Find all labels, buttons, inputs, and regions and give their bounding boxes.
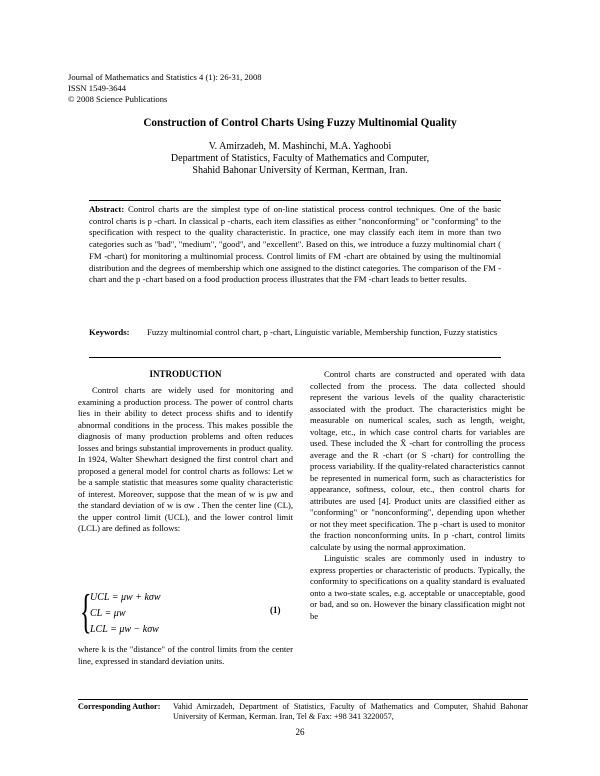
abstract-top-rule [89,200,501,201]
corresponding-author-label: Corresponding Author: [78,702,161,711]
keywords-text: Fuzzy multinomial control chart, p -chart, Linguistic variable, Membership function, Fuzzy statistics [147,327,498,337]
distance-explanation: where k is the "distance" of the control limits from the center line, expressed in standard deviation units. [78,644,293,666]
equation-number: (1) [270,605,281,615]
equation-ucl: UCL = μw + kσw [90,592,161,603]
footer-rule [78,699,528,700]
equation-cl: CL = μw [90,608,126,619]
author-block [0,141,600,177]
copyright: © 2008 Science Publications [68,94,168,104]
abstract [89,204,501,286]
left-column-after-eq [78,644,293,667]
section-heading-introduction: INTRODUCTION [149,369,222,379]
paper-title: Construction of Control Charts Using Fuzzy Multinomial Quality [143,117,457,129]
right-paragraph-2: Linguistic scales are commonly used in industry to express properties or characteristic of products. Typically, the conformity to specifications on a quality standard is evaluated onto a two-state scales, e.g. acceptable or unacceptable, good or bad, and so on. However the binary classification might not be [310,553,525,621]
abstract-text: Control charts are the simplest type of on-line statistical process control techniques. One of the basic control charts is p -chart. In classical p -charts, each item classifies as either "nonconforming" or "conforming" to the specification with respect to the quality characteristic. In practice, one may classify each item in more than two categories such as "bad", "medium", "good", and "excellent". Based on this, we introduce a fuzzy multinomial chart ( FM -chart) for monitoring a multinomial process. Control limits of FM -chart are obtained by using the multinomial distribution and the degrees of membership which one assigned to the distinct categories. The comparison of the FM -chart and the p -chart based on a food production process illustrates that the FM -chart leads to better results. [89,204,502,285]
authors: V. Amirzadeh, M. Mashinchi, M.A. Yaghoobi [208,141,392,152]
equation-brace: { [80,585,92,638]
affiliation-line-2: Shahid Bahonar University of Kerman, Kerman, Iran. [192,165,408,176]
right-column [310,369,525,622]
right-paragraph-1: Control charts are constructed and operated with data collected from the process. The data collected should represent the various levels of the quality characteristic associated with the product. The characteristics might be measurable on numerical scales, such as length, weight, voltage, etc., in which case control charts for variables are used. These included the X̄ -chart for controlling the process average and the R -chart (or S -chart) for controlling the process variability. If the quality-related characteristics cannot be represented in numerical form, such as characteristics for appearance, softness, colour, etc., then control charts for attributes are used [4]. Product units are classified either as "conforming" or "nonconforming", depending upon whether or not they meet specification. The p -chart is used to monitor the fraction nonconforming units. In p -chart, control limits calculate by using the normal approximation. [310,369,525,552]
equation-1 [80,585,295,642]
keywords-label: Keywords: [89,327,130,337]
equation-lcl: LCL = μw − kσw [90,624,159,635]
journal-header [68,72,262,105]
issn: ISSN 1549-3644 [68,83,127,93]
affiliation-line-1: Department of Statistics, Faculty of Mathematics and Computer, [170,153,430,164]
journal-citation: Journal of Mathematics and Statistics 4 (1): 26-31, 2008 [68,72,262,82]
page-number: 26 [295,727,305,737]
abstract-label: Abstract: [89,204,125,214]
left-column-intro [78,385,293,535]
keywords-bottom-rule [89,357,501,358]
corresponding-author-text: Vahid Amirzadeh, Department of Statistics, Faculty of Mathematics and Computer, Shahid Bahonar University of Kerman, Kerman. Iran, Tel & Fax: +98 341 3220057, [173,702,528,721]
intro-paragraph-1: Control charts are widely used for monitoring and examining a production process. The power of control charts lies in their ability to detect process shifts and to identify abnormal conditions in the process. This makes possible the diagnosis of many production problems and often reduces losses and brings substantial improvements in product quality. In 1924, Walter Shewhart designed the first control chart and proposed a general model for control charts as follows: Let w be a sample statistic that measures some quality characteristic of interest. Moreover, suppose that the mean of w is μw and the standard deviation of w is σw . Then the center line (CL), the upper control limit (UCL), and the lower control limit (LCL) are defined as follows: [78,385,293,533]
